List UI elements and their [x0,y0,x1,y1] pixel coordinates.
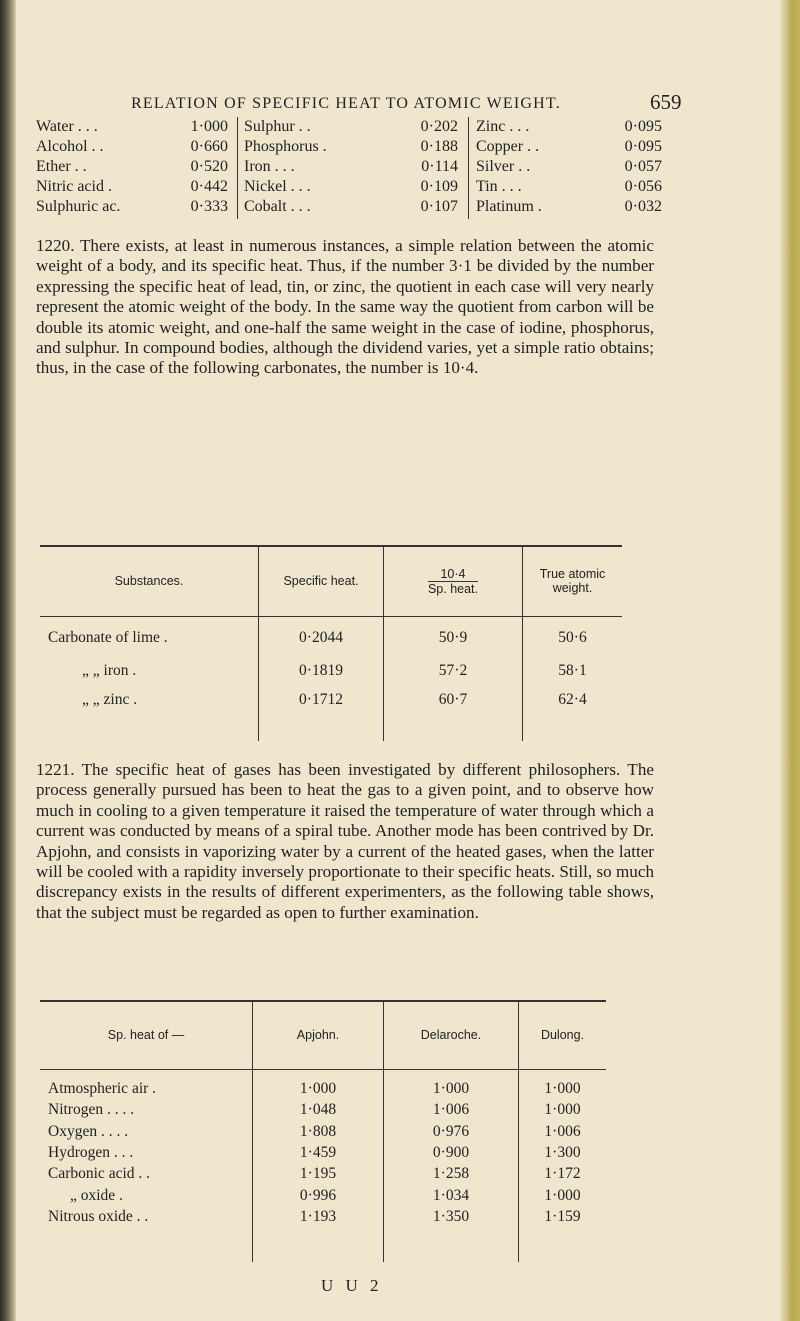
apjohn-cell: 1·000 [253,1069,384,1099]
page-number: 659 [650,90,682,114]
gas-cell: „ oxide . [70,1186,123,1204]
table-row [40,660,622,689]
gas-cell: Nitrogen . . . . [48,1101,135,1119]
list-item: Silver . . 0·057 [476,158,662,175]
dulong-cell: 1·300 [519,1142,607,1163]
column-header-apjohn: Apjohn. [253,1001,384,1069]
ratio-numerator: 10·4 [428,567,478,582]
apjohn-cell: 1·048 [253,1099,384,1120]
gas-cell: Hydrogen . . . [48,1144,134,1161]
atomic-weight-cell: 50·6 [523,616,623,660]
signature-mark: U U 2 [321,1276,383,1295]
list-item: Nitric acid . 0·442 [36,178,228,195]
list-item: Platinum . 0·032 [476,198,662,215]
table-row [40,1069,606,1099]
substance-cell: „ „ zinc . [82,691,138,708]
ratio-fraction [428,567,478,596]
table-row [40,1121,606,1142]
gas-cell: Atmospheric air . [48,1079,157,1097]
dulong-cell: 1·159 [519,1206,607,1262]
gases-table [40,1000,606,1262]
list-item: Phosphorus . 0·188 [244,138,458,155]
list-item: Water . . . 1·000 [36,118,228,135]
delaroche-cell: 1·034 [384,1185,519,1206]
table-row [40,1163,606,1184]
ratio-cell: 50·9 [384,616,523,660]
atomic-weight-cell: 62·4 [523,689,623,741]
ratio-denominator: Sp. heat. [427,581,479,596]
specific-heat-list [36,117,662,221]
table-row [40,1185,606,1206]
column-header-delaroche: Delaroche. [384,1001,519,1069]
ratio-cell: 57·2 [384,660,523,689]
delaroche-cell: 1·000 [384,1069,519,1099]
page-binding-edge [0,0,16,1321]
apjohn-cell: 0·996 [253,1185,384,1206]
specific-heat-cell: 0·1712 [259,689,384,741]
dulong-cell: 1·172 [519,1163,607,1184]
gas-cell: Nitrous oxide . . [48,1208,149,1225]
specific-heat-column-3 [476,117,666,221]
column-header-substances: Substances. [40,546,259,616]
table-row [40,1099,606,1120]
column-header-ratio [384,546,523,616]
dulong-cell: 1·000 [519,1185,607,1206]
table-row [40,1206,606,1262]
apjohn-cell: 1·808 [253,1121,384,1142]
atomic-weight-cell: 58·1 [523,660,623,689]
table-row [40,689,622,741]
gas-cell: Oxygen . . . . [48,1122,129,1140]
gas-cell: Carbonic acid . . [48,1165,151,1183]
substance-cell: „ „ iron . [82,662,137,680]
delaroche-cell: 1·350 [384,1206,519,1262]
column-header-true-atomic-weight: True atomic weight. [523,546,623,616]
delaroche-cell: 1·258 [384,1163,519,1184]
paragraph-text: 1221. The specific heat of gases has been investigated by different philosophers. The process generally pursued has been to heat the gas to a given point, and to observe how much in cooling to a given temperature it raised the temperature of water through which a current was conducted by means of a spiral tube. Another mode has been contrived by Dr. Apjohn, and consists in vaporizing water by a current of the heated gases, when the latter will be cooled with a rapidity inversely proportionate to their specific heats. Still, so much discrepancy exists in the results of different experimenters, as the following table shows, that the subject must be regarded as open to further examination. [36,760,654,922]
column-divider [468,117,469,219]
delaroche-cell: 0·976 [384,1121,519,1142]
book-page [26,0,786,1321]
list-item: Ether . . 0·520 [36,158,228,175]
substance-cell: Carbonate of lime . [48,628,168,646]
column-header-gas: Sp. heat of — [40,1001,253,1069]
dulong-cell: 1·006 [519,1121,607,1142]
apjohn-cell: 1·195 [253,1163,384,1184]
apjohn-cell: 1·459 [253,1142,384,1163]
delaroche-cell: 1·006 [384,1099,519,1120]
list-item: Sulphuric ac. 0·333 [36,198,228,215]
ratio-cell: 60·7 [384,689,523,741]
paragraph-1220 [36,236,654,379]
apjohn-cell: 1·193 [253,1206,384,1262]
dulong-cell: 1·000 [519,1099,607,1120]
running-header: RELATION OF SPECIFIC HEAT TO ATOMIC WEIGHT. [131,95,561,112]
column-header-dulong: Dulong. [519,1001,607,1069]
list-item: Zinc . . . 0·095 [476,118,662,135]
list-item: Tin . . . 0·056 [476,178,662,195]
delaroche-cell: 0·900 [384,1142,519,1163]
table-row [40,1142,606,1163]
specific-heat-column-2 [244,117,462,221]
carbonates-table [40,545,622,741]
specific-heat-cell: 0·1819 [259,660,384,689]
list-item: Iron . . . 0·114 [244,158,458,175]
list-item: Cobalt . . . 0·107 [244,198,458,215]
list-item: Sulphur . . 0·202 [244,118,458,135]
paragraph-1221 [36,760,654,923]
column-divider [237,117,238,219]
list-item: Nickel . . . 0·109 [244,178,458,195]
specific-heat-cell: 0·2044 [259,616,384,660]
paragraph-text: 1220. There exists, at least in numerous instances, a simple relation between the atomic weight of a body, and its specific heat. Thus, if the number 3·1 be divided by the number expressing the specific heat of lead, tin, or zinc, the quotient in each case will very nearly represent the atomic weight of the body. In the same way the quotient from carbon will be double its atomic weight, and one-half the same weight in the case of iodine, phosphorus, and sulphur. In compound bodies, although the dividend varies, yet a simple ratio obtains; thus, in the case of the following carbonates, the number is 10·4. [36,236,654,378]
specific-heat-column-1 [36,117,232,221]
column-header-specific-heat: Specific heat. [259,546,384,616]
dulong-cell: 1·000 [519,1069,607,1099]
table-row [40,616,622,660]
list-item: Alcohol . . 0·660 [36,138,228,155]
list-item: Copper . . 0·095 [476,138,662,155]
